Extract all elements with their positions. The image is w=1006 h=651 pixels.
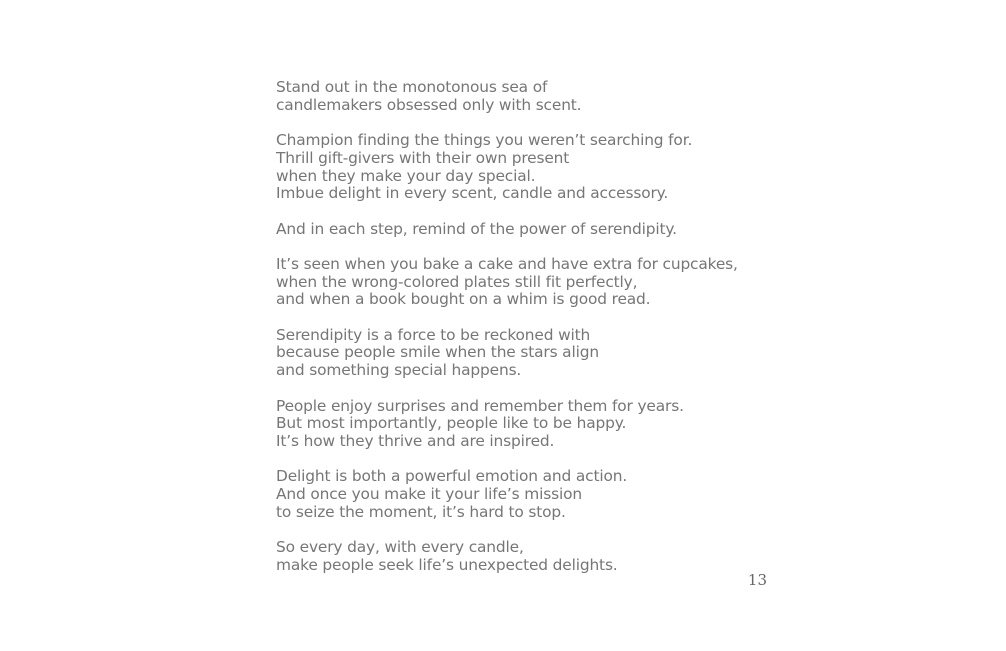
text-line: Delight is both a powerful emotion and action. — [276, 467, 628, 486]
stanza-8 — [276, 539, 736, 574]
text-line: and when a book bought on a whim is good read. — [276, 290, 651, 309]
text-line: when they make your day special. — [276, 166, 536, 185]
text-line: And once you make it your life’s mission — [276, 485, 582, 504]
stanza-5 — [276, 327, 736, 380]
text-line: It’s seen when you bake a cake and have extra for cupcakes, — [276, 254, 738, 273]
text-line: Stand out in the monotonous sea of — [276, 78, 548, 96]
text-line: candlemakers obsessed only with scent. — [276, 95, 582, 114]
text-line: And in each step, remind of the power of serendipity. — [276, 219, 677, 238]
text-line: People enjoy surprises and remember them for years. — [276, 396, 684, 415]
text-line: and something special happens. — [276, 361, 522, 380]
page-number: 13 — [747, 571, 767, 589]
stanza-6 — [276, 398, 736, 451]
stanza-2 — [276, 132, 736, 203]
text-line: when the wrong-colored plates still fit perfectly, — [276, 272, 638, 291]
text-line: So every day, with every candle, — [276, 538, 524, 557]
text-line: Thrill gift-givers with their own present — [276, 148, 570, 167]
text-line: But most importantly, people like to be happy. — [276, 414, 627, 433]
stanza-4 — [276, 256, 736, 309]
text-line: Serendipity is a force to be reckoned with — [276, 325, 591, 344]
text-line: It’s how they thrive and are inspired. — [276, 431, 555, 450]
stanza-1 — [276, 79, 736, 114]
text-line: make people seek life’s unexpected delights. — [276, 555, 618, 574]
stanza-3 — [276, 221, 736, 239]
text-line: Champion finding the things you weren’t searching for. — [276, 131, 693, 150]
text-line: Imbue delight in every scent, candle and accessory. — [276, 184, 669, 203]
text-line: because people smile when the stars align — [276, 343, 599, 362]
body-text — [276, 79, 736, 592]
stanza-7 — [276, 468, 736, 521]
text-line: to seize the moment, it’s hard to stop. — [276, 502, 566, 521]
